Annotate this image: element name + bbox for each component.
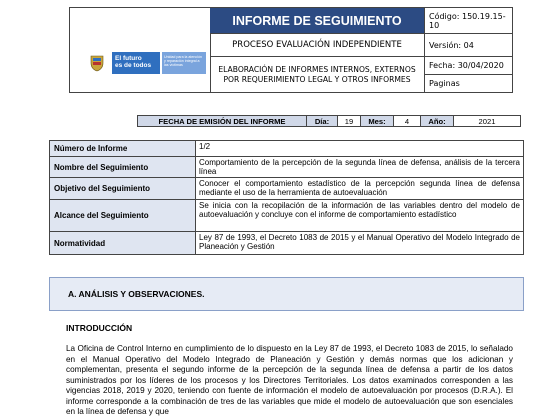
- row-key: Normatividad: [50, 232, 196, 254]
- header-middle: [210, 8, 425, 92]
- document-title: INFORME DE SEGUIMIENTO: [210, 8, 424, 34]
- futuro-line1: El futuro: [115, 55, 142, 62]
- day-value: 19: [338, 116, 361, 126]
- document-code: Código: 150.19.15-10: [424, 8, 512, 34]
- report-info-table: [49, 140, 524, 255]
- section-a-heading: A. ANÁLISIS Y OBSERVACIONES.: [49, 277, 524, 311]
- process-name: PROCESO EVALUACIÓN INDEPENDIENTE: [210, 34, 424, 57]
- table-row: [50, 178, 523, 200]
- row-key: Nombre del Seguimiento: [50, 157, 196, 177]
- unidad-badge: Unidad para la atención y reparación integral a las víctimas: [162, 52, 206, 74]
- table-row: [50, 200, 523, 232]
- row-value: 1/2: [199, 142, 211, 151]
- futuro-line2: es de todos: [115, 62, 152, 69]
- day-label: Día:: [307, 116, 338, 126]
- month-value: 4: [394, 116, 421, 126]
- document-header: [69, 7, 513, 93]
- row-value: Comportamiento de la percepción de la segunda línea de defensa, análisis de la tercera línea: [199, 158, 520, 176]
- issue-date-bar: [137, 115, 521, 127]
- row-value: Conocer el comportamiento estadístico de la percepción segunda línea de defensa mediante el uso de la herramienta de autoevaluación: [199, 179, 520, 197]
- futuro-badge: [112, 52, 160, 74]
- institution-logo: [90, 52, 206, 76]
- year-label: Año:: [421, 116, 454, 126]
- coat-of-arms-icon: [90, 54, 104, 72]
- elaboration-text: ELABORACIÓN DE INFORMES INTERNOS, EXTERNOS POR REQUERIMIENTO LEGAL Y OTROS INFORMES: [218, 65, 416, 84]
- table-row: [50, 141, 523, 157]
- header-right: [424, 8, 512, 92]
- introduction-text: La Oficina de Control Interno en cumplimiento de lo dispuesto en la Ley 87 de 1993, el Decreto 1083 de 2015, lo señalado en el Manual Operativo del Modelo Integrado de Planeación y Gestión y demás normas que los adicionan y complementan, presenta el segundo informe de la percepción de la segunda línea de defensa a partir de los datos suministrados por los líderes de los procesos y los Directores Territoriales. Los datos examinados corresponden a las vigencias 2018, 2019 y 2020, teniendo con fuente de información el modelo de autoevaluación por procesos (D.R.A.). El informe corresponde a la combinación de tres de las variables que mide el modelo de autoevaluación que son esenciales en la línea de defensa y que: [66, 344, 513, 416]
- row-key: Objetivo del Seguimiento: [50, 178, 196, 199]
- issue-date-label: FECHA DE EMISIÓN DEL INFORME: [138, 116, 307, 126]
- row-key: Alcance del Seguimiento: [50, 200, 196, 231]
- month-label: Mes:: [361, 116, 394, 126]
- document-date: Fecha: 30/04/2020: [424, 57, 512, 75]
- introduction-title: INTRODUCCIÓN: [66, 323, 133, 333]
- document-version: Versión: 04: [424, 34, 512, 57]
- row-value: Se inicia con la recopilación de la información de las variables dentro del modelo de autoevaluación y concluye con el informe de comportamiento estadístico: [199, 201, 520, 219]
- document-pages: Paginas: [429, 79, 460, 88]
- table-row: [50, 232, 523, 254]
- year-value: 2021: [478, 116, 496, 126]
- logo-cell: [70, 8, 211, 92]
- row-value: Ley 87 de 1993, el Decreto 1083 de 2015 y el Manual Operativo del Modelo Integrado de Planeación y Gestión: [199, 233, 520, 251]
- row-key: Número de Informe: [50, 141, 196, 156]
- table-row: [50, 157, 523, 178]
